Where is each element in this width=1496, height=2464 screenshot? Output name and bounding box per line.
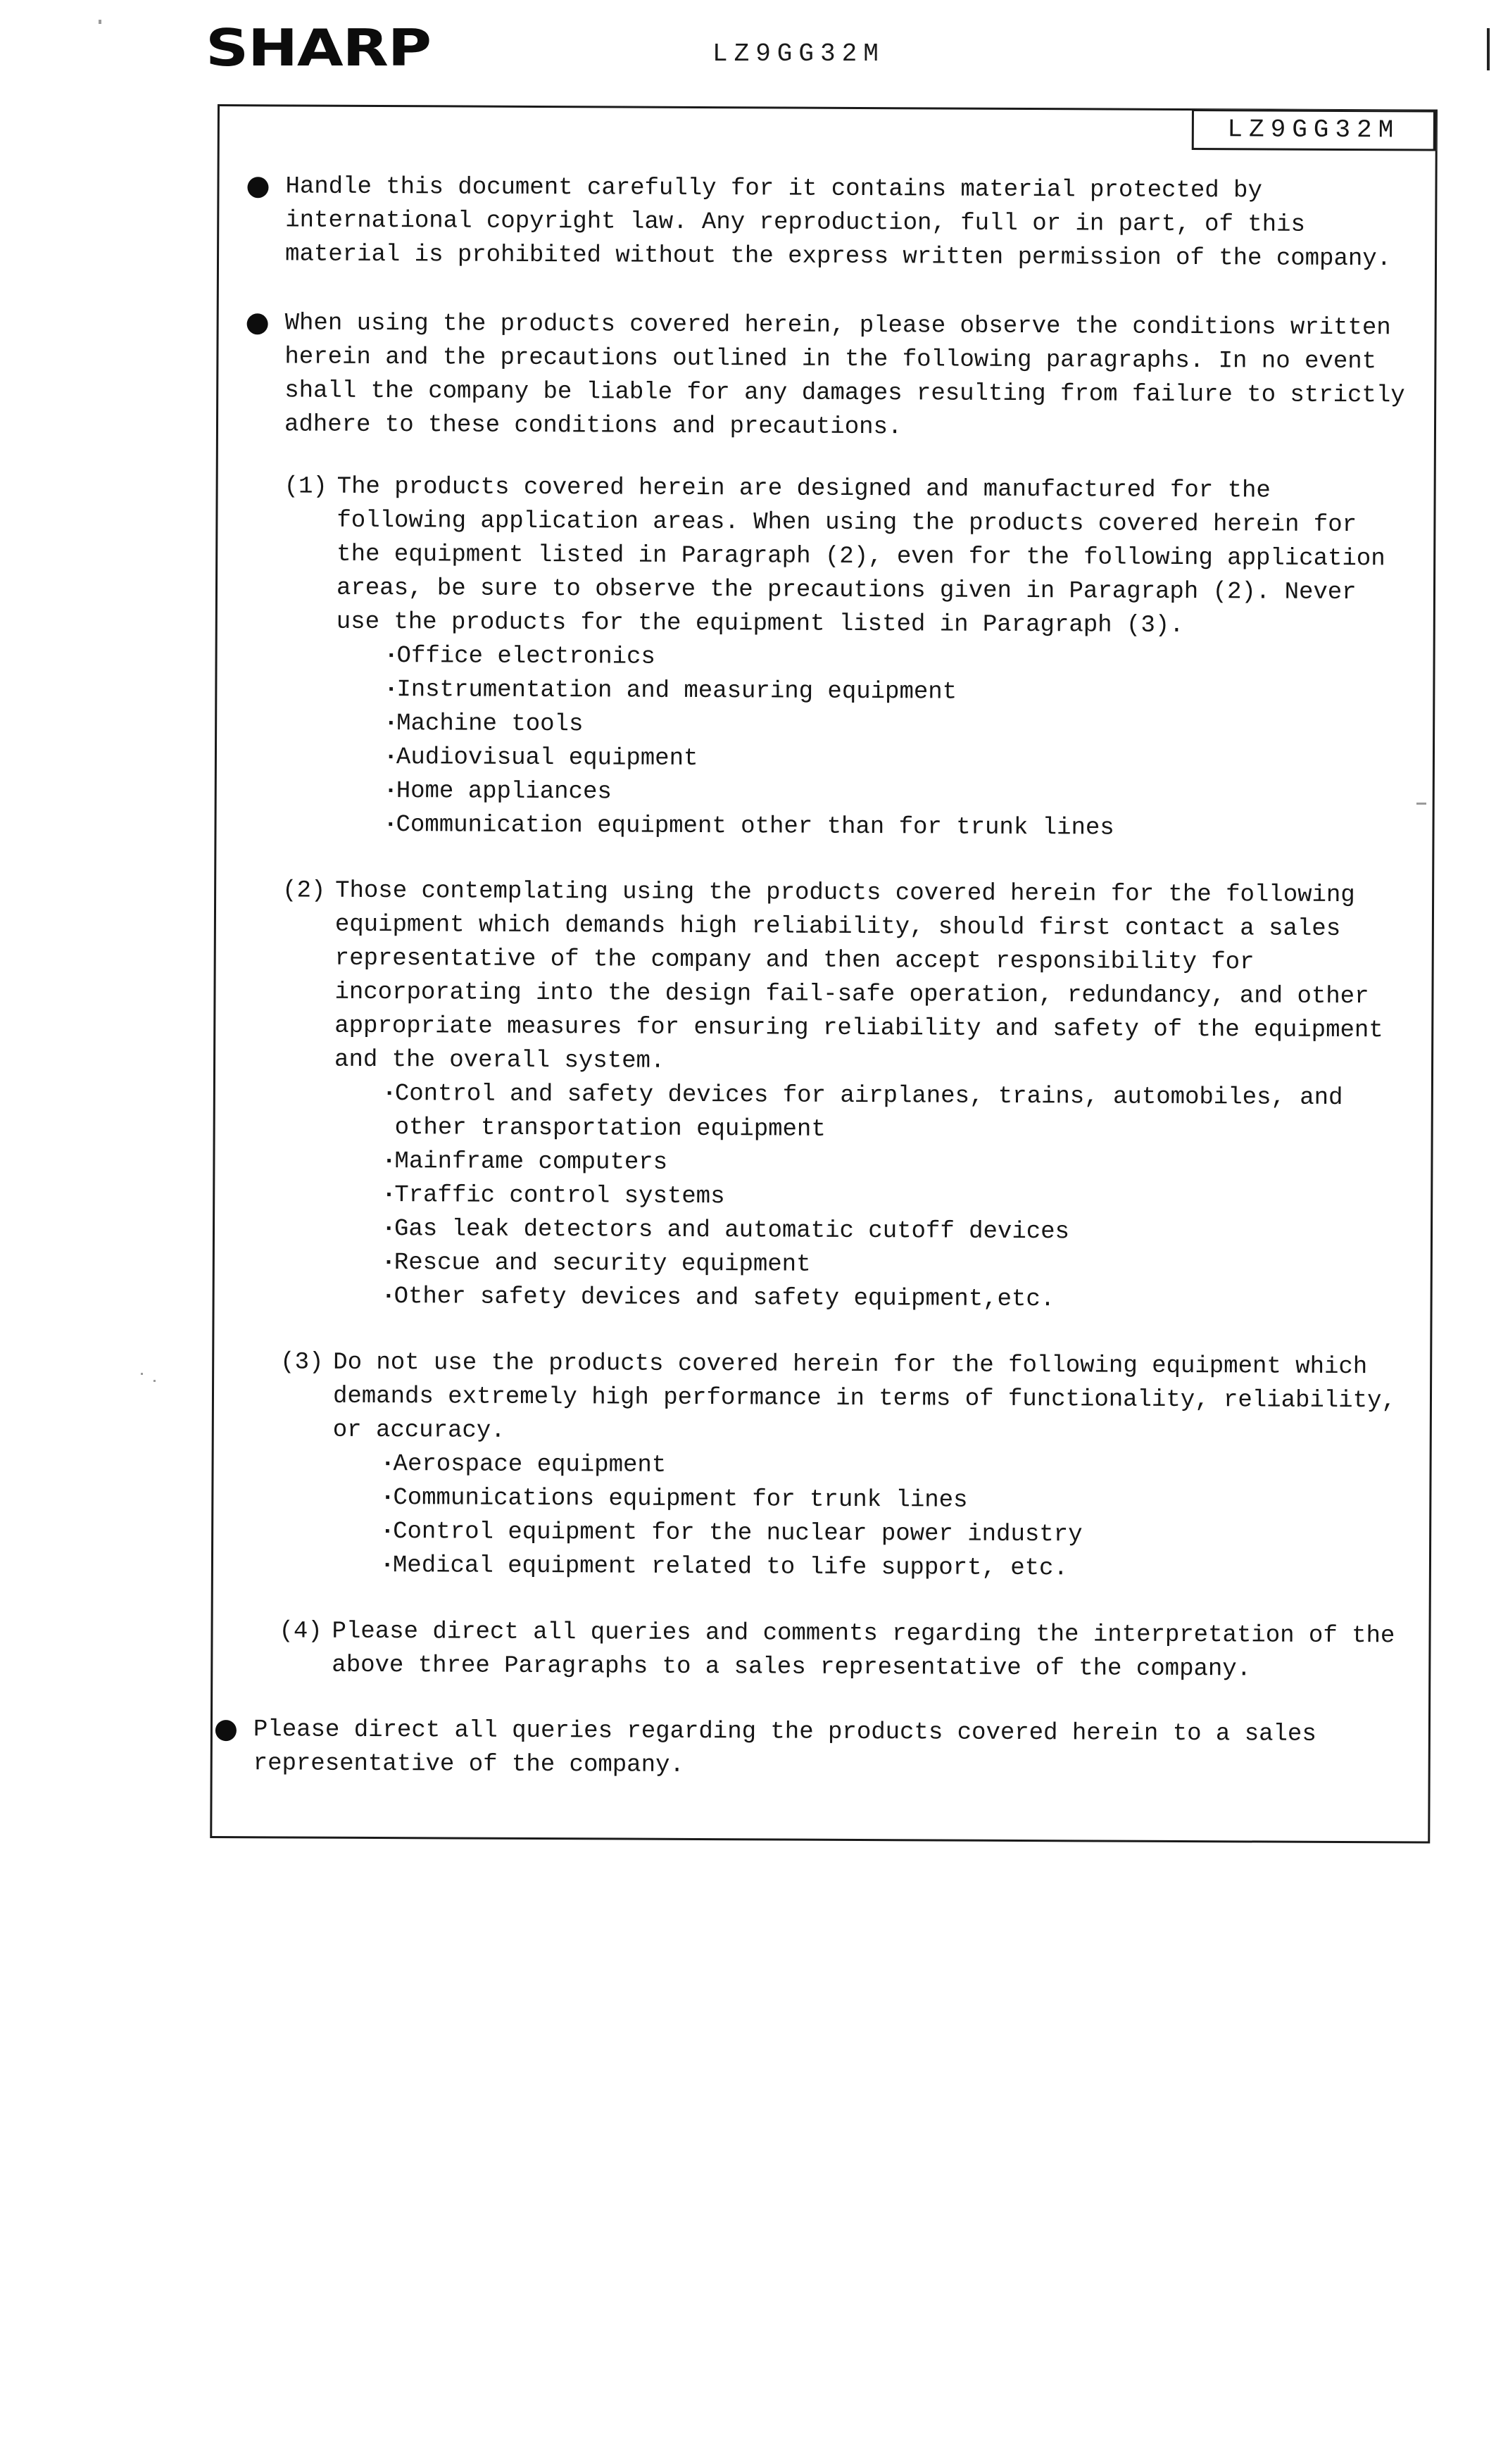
frame-model-label: LZ9GG32M (1192, 109, 1437, 151)
list-item: · Communications equipment for trunk lines (383, 1481, 1407, 1519)
list-item: · Medical equipment related to life support, etc. (383, 1549, 1407, 1587)
bullet-icon (215, 1720, 237, 1741)
list-item: · Control equipment for the nuclear power industry (383, 1515, 1407, 1553)
precaution-paragraphs (279, 470, 1412, 1687)
copyright-notice (244, 170, 1414, 276)
list-item: · Home appliances (386, 774, 1411, 812)
list-item: · Audiovisual equipment (386, 741, 1411, 779)
scan-mark (99, 20, 101, 24)
list-item: · Mainframe computers (384, 1145, 1409, 1183)
paragraph-text: Do not use the products covered herein for the following equipment which demands extremely high performance in terms of functionality, reliability, or accuracy. (332, 1349, 1396, 1445)
usage-conditions-text: When using the products covered herein, please observe the conditions written herein and the precautions outlined in the following paragraphs. In no event shall the company be liable for any damages resulting from failure to strictly adhere to these conditions and precautions. (284, 310, 1405, 441)
list-item: · Communication equipment other than for trunk lines (386, 808, 1410, 846)
list-item: · Gas leak detectors and automatic cutoff devices (384, 1212, 1409, 1250)
paragraph-2 (281, 874, 1411, 1318)
paragraph-number: (2) (282, 877, 326, 905)
bullet-icon (247, 177, 268, 198)
paragraph-text: The products covered herein are designed and manufactured for the following application areas. When using the products covered herein for the equipment listed in Paragraph (2), even for the following application areas, be sure to observe the precautions given in Paragraph (2). Never use the products for the equipment listed in Paragraph (3). (336, 473, 1385, 639)
scan-mark (153, 1380, 156, 1382)
notice-content (237, 170, 1413, 1821)
application-area-list (386, 639, 1411, 846)
queries-notice-text: Please direct all queries regarding the products covered herein to a sales representative of the company. (253, 1716, 1316, 1779)
notice-frame (210, 104, 1438, 1844)
high-reliability-list (384, 1077, 1409, 1318)
header-model-number: LZ9GG32M (712, 39, 885, 68)
bullet-icon (247, 313, 268, 334)
paragraph-number: (3) (280, 1349, 324, 1376)
list-item: · Control and safety devices for airplanes, trains, automobiles, and other transportation equipment (385, 1077, 1409, 1149)
list-item: · Other safety devices and safety equipment,etc. (384, 1280, 1409, 1318)
scan-mark (141, 1373, 143, 1375)
scan-mark (1487, 28, 1490, 70)
sharp-logo: SHARP (206, 18, 431, 77)
list-item: · Traffic control systems (384, 1178, 1409, 1217)
paragraph-text: Those contemplating using the products covered herein for the following equipment which demands high reliability, should first contact a sales representative of the company and then accept responsibility for incorporating into the design fail-safe operation, redundancy, and other appropriate measures for ensuring reliability and safety of the equipment and the overall system. (334, 877, 1383, 1075)
paragraph-number: (1) (284, 473, 327, 501)
copyright-notice-text: Handle this document carefully for it contains material protected by international copyright law. Any reproduction, full or in part, of this material is prohibited without the express written permission of the company. (284, 173, 1392, 273)
paragraph-text: Please direct all queries and comments regarding the interpretation of the above three Paragraphs to a sales representative of the company. (332, 1618, 1395, 1683)
prohibited-use-list (383, 1447, 1408, 1587)
usage-conditions-notice (244, 306, 1413, 446)
paragraph-4 (279, 1614, 1407, 1687)
queries-notice (213, 1713, 1407, 1785)
list-item: · Machine tools (386, 707, 1411, 745)
paragraph-3 (279, 1345, 1408, 1587)
list-item: · Instrumentation and measuring equipment (386, 673, 1411, 711)
list-item: · Office electronics (386, 639, 1411, 677)
paragraph-1 (282, 470, 1412, 846)
paragraph-number: (4) (279, 1618, 322, 1645)
list-item: · Rescue and security equipment (384, 1246, 1409, 1284)
list-item: · Aerospace equipment (383, 1447, 1407, 1485)
